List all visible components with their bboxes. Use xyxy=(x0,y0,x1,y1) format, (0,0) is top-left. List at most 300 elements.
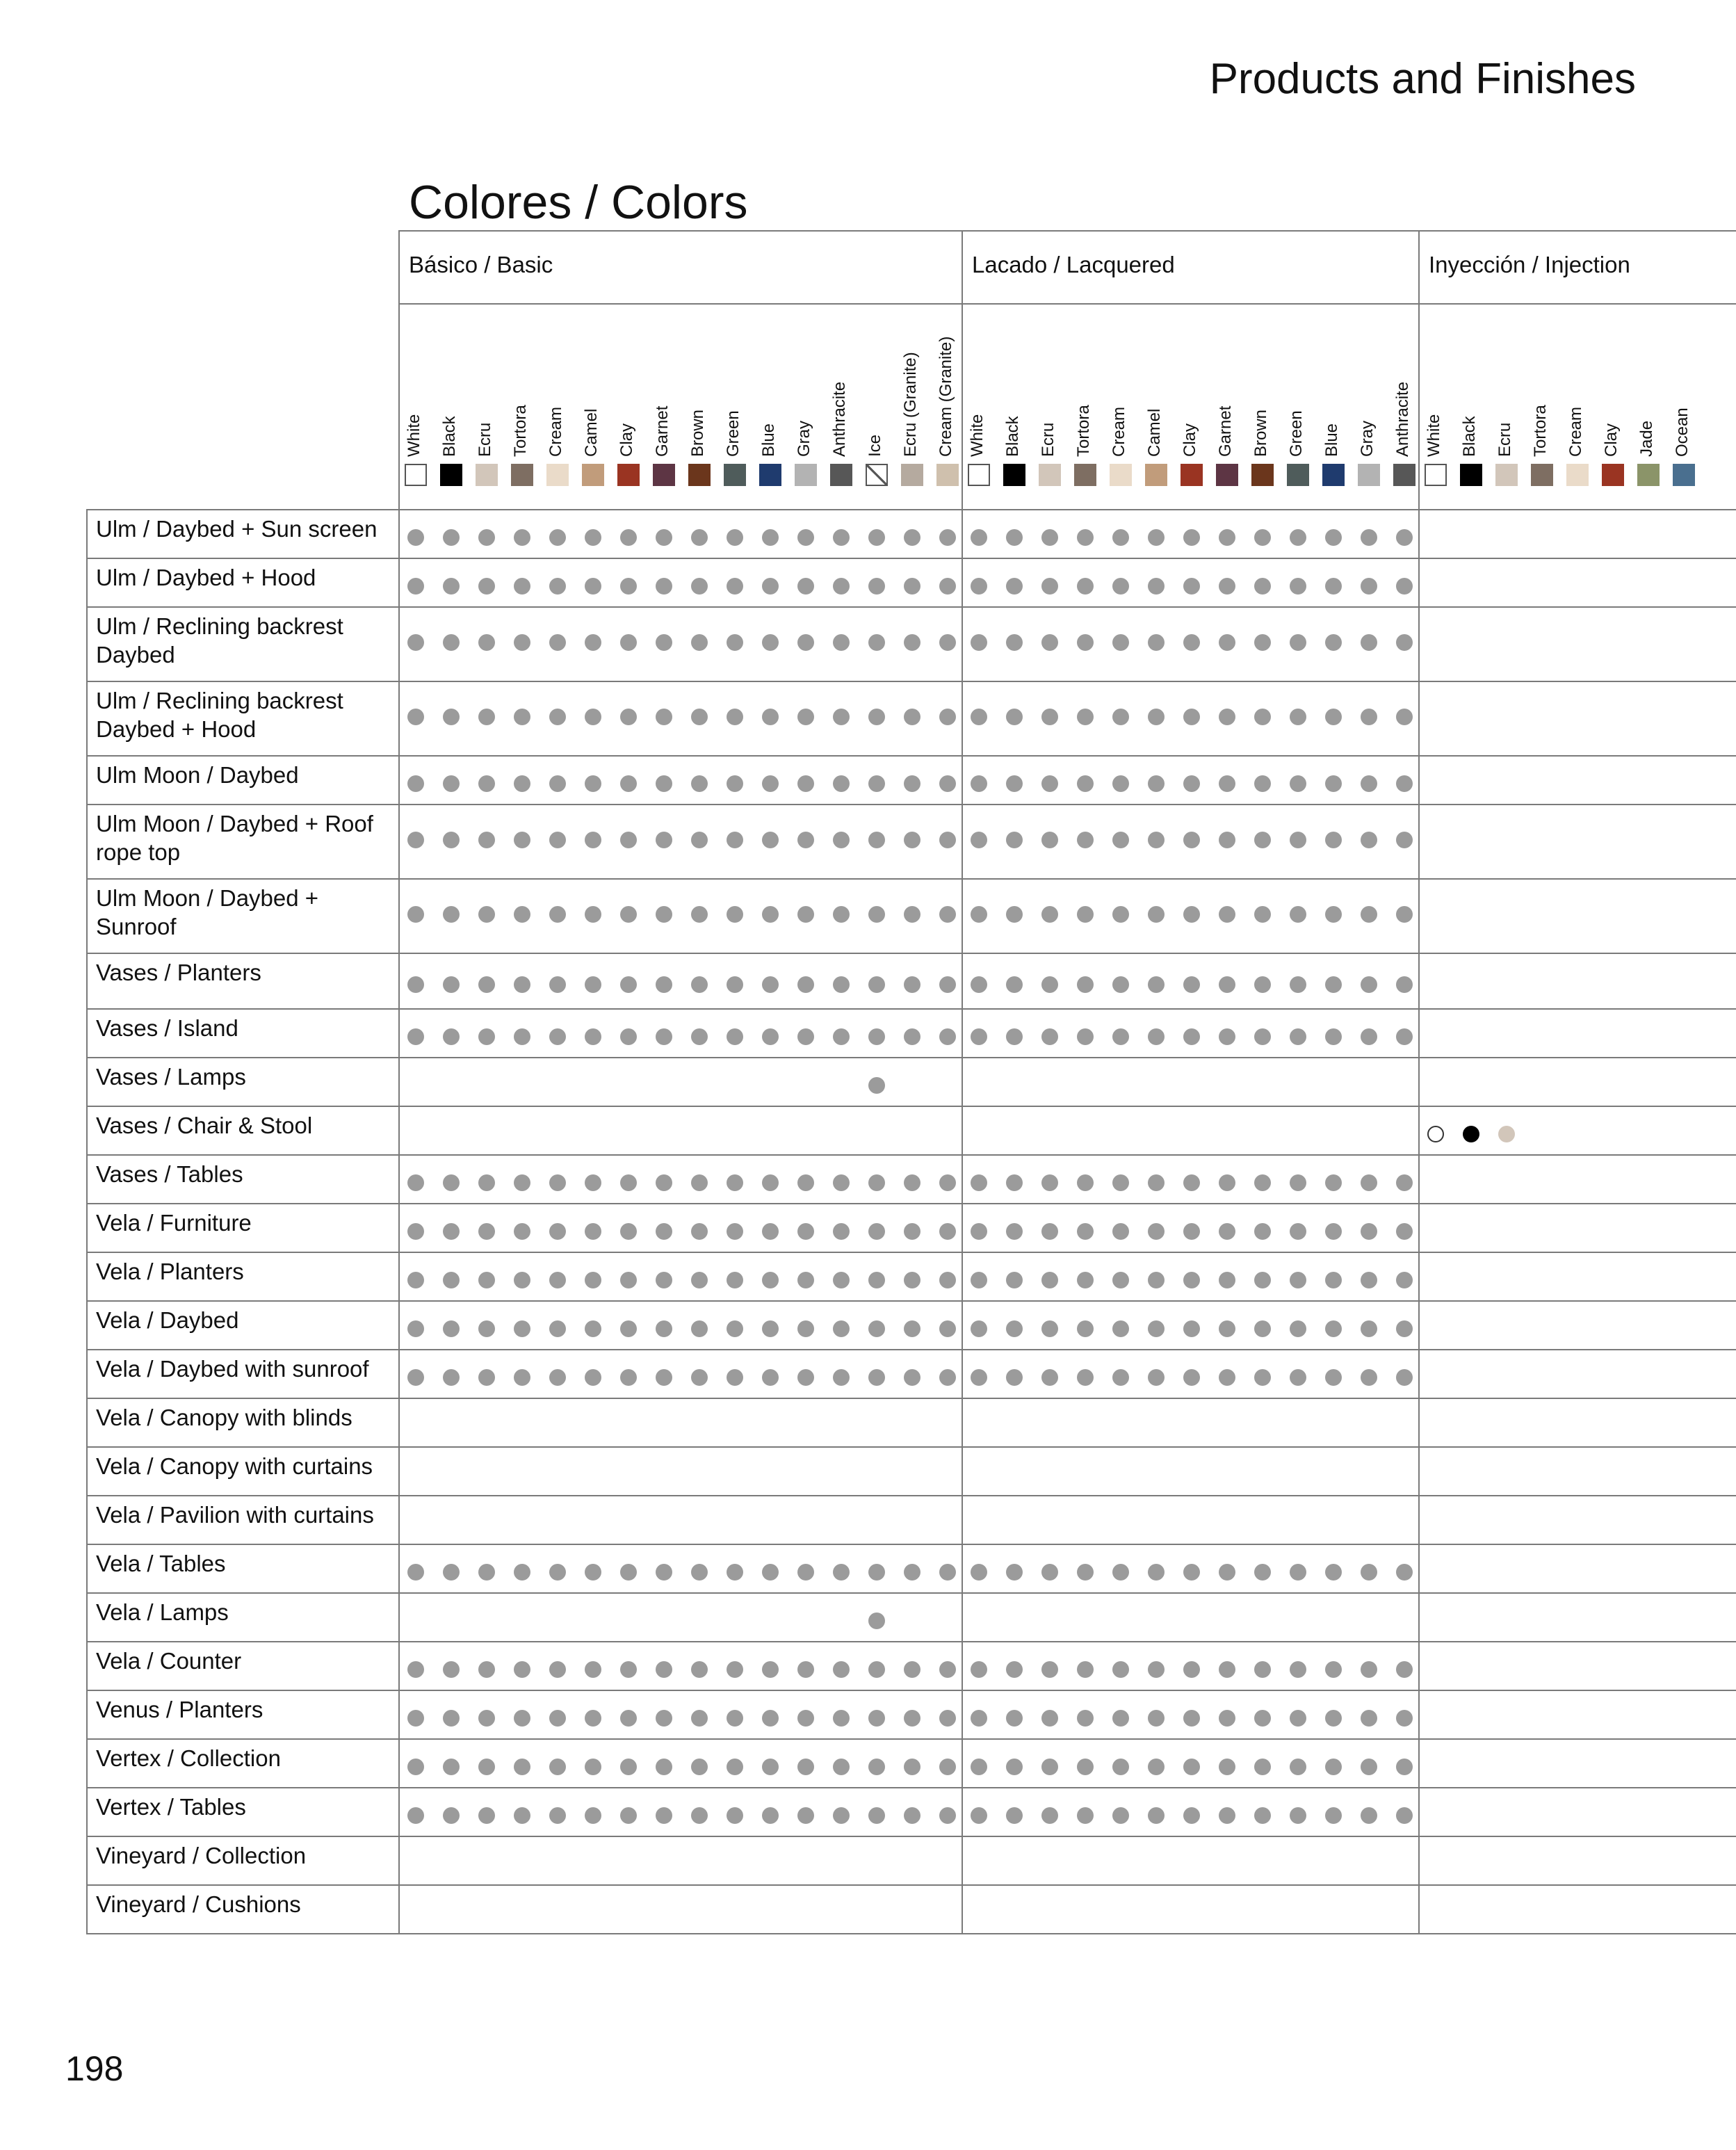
availability-dot xyxy=(971,976,987,993)
availability-dot xyxy=(1361,1028,1377,1045)
availability-dot xyxy=(514,1710,530,1727)
availability-dot xyxy=(904,1807,920,1824)
color-name-label: White xyxy=(968,414,987,457)
availability-dot xyxy=(971,1807,987,1824)
availability-dot xyxy=(1112,1223,1129,1240)
availability-dot xyxy=(1290,1174,1306,1191)
availability-dot xyxy=(620,1028,637,1045)
availability-dot xyxy=(478,1564,495,1581)
availability-dot xyxy=(407,1174,424,1191)
availability-dot xyxy=(1325,1807,1342,1824)
availability-dot xyxy=(1290,709,1306,725)
availability-dot xyxy=(620,1661,637,1678)
row-rule xyxy=(86,1106,1736,1107)
row-rule xyxy=(86,1154,1736,1156)
availability-dot xyxy=(1361,1174,1377,1191)
availability-dot xyxy=(1254,634,1271,651)
availability-dot xyxy=(585,634,601,651)
availability-dot xyxy=(1006,906,1023,923)
availability-dot xyxy=(1219,1564,1235,1581)
availability-dot xyxy=(797,775,814,792)
availability-dot xyxy=(1361,976,1377,993)
availability-dot xyxy=(656,578,672,595)
availability-dot xyxy=(1041,1710,1058,1727)
availability-dot xyxy=(620,1807,637,1824)
availability-dot xyxy=(1041,709,1058,725)
color-name-label: Jade xyxy=(1637,420,1656,457)
availability-dot xyxy=(478,1174,495,1191)
availability-dot xyxy=(1290,775,1306,792)
availability-dot xyxy=(1041,1369,1058,1386)
row-rule xyxy=(86,1690,1736,1691)
availability-dot xyxy=(656,1710,672,1727)
availability-dot xyxy=(1006,1272,1023,1288)
availability-dot xyxy=(1361,1710,1377,1727)
availability-dot xyxy=(585,832,601,848)
availability-dot xyxy=(1254,529,1271,546)
availability-dot xyxy=(1325,1759,1342,1775)
availability-dot xyxy=(656,775,672,792)
color-name-label: Black xyxy=(1003,416,1022,457)
availability-dot xyxy=(1219,1028,1235,1045)
availability-dot xyxy=(1112,578,1129,595)
availability-dot xyxy=(620,1564,637,1581)
color-name-label: Brown xyxy=(688,409,707,457)
availability-dot xyxy=(904,1174,920,1191)
availability-dot xyxy=(1148,529,1165,546)
availability-dot xyxy=(1254,976,1271,993)
availability-dot xyxy=(443,1174,460,1191)
availability-dot xyxy=(1077,976,1094,993)
availability-dot xyxy=(797,1564,814,1581)
availability-dot xyxy=(691,1710,708,1727)
availability-dot xyxy=(1183,775,1200,792)
availability-dot xyxy=(1183,1564,1200,1581)
availability-dot xyxy=(762,1174,779,1191)
availability-dot xyxy=(478,529,495,546)
availability-dot xyxy=(1183,529,1200,546)
availability-dot xyxy=(478,1369,495,1386)
availability-dot xyxy=(1325,1028,1342,1045)
availability-dot xyxy=(904,832,920,848)
availability-dot xyxy=(797,634,814,651)
availability-dot xyxy=(1290,529,1306,546)
availability-dot xyxy=(1290,1028,1306,1045)
color-swatch-ice xyxy=(866,464,888,486)
availability-dot xyxy=(904,906,920,923)
availability-dot xyxy=(971,1661,987,1678)
availability-dot xyxy=(1148,1369,1165,1386)
availability-dot xyxy=(407,1223,424,1240)
availability-dot xyxy=(656,906,672,923)
color-swatch-black xyxy=(440,464,462,486)
availability-dot xyxy=(797,1661,814,1678)
availability-dot xyxy=(1006,1564,1023,1581)
availability-dot xyxy=(797,578,814,595)
availability-dot xyxy=(1219,529,1235,546)
availability-dot xyxy=(939,578,956,595)
product-row-label: Ulm Moon / Daybed xyxy=(96,762,299,788)
availability-dot xyxy=(1498,1126,1515,1142)
availability-dot xyxy=(868,1564,885,1581)
availability-dot xyxy=(1148,1807,1165,1824)
availability-dot xyxy=(727,529,743,546)
availability-dot xyxy=(1183,1661,1200,1678)
availability-dot xyxy=(407,1369,424,1386)
availability-dot xyxy=(1219,709,1235,725)
availability-dot xyxy=(1396,775,1413,792)
availability-dot xyxy=(833,1661,850,1678)
availability-dot xyxy=(549,1369,566,1386)
availability-dot xyxy=(1219,775,1235,792)
availability-dot xyxy=(797,1710,814,1727)
availability-dot xyxy=(1396,1564,1413,1581)
availability-dot xyxy=(1112,1320,1129,1337)
availability-dot xyxy=(1254,1661,1271,1678)
availability-dot xyxy=(1006,1661,1023,1678)
row-rule xyxy=(86,1544,1736,1545)
availability-dot xyxy=(939,1028,956,1045)
availability-dot xyxy=(1112,832,1129,848)
availability-dot xyxy=(1361,906,1377,923)
availability-dot xyxy=(585,529,601,546)
availability-dot xyxy=(1361,1223,1377,1240)
row-rule xyxy=(86,558,1736,559)
availability-dot xyxy=(833,1807,850,1824)
availability-dot xyxy=(833,578,850,595)
availability-dot xyxy=(1396,1174,1413,1191)
row-rule xyxy=(86,804,1736,805)
color-name-label: Black xyxy=(440,416,459,457)
color-swatch-white xyxy=(405,464,427,486)
availability-dot xyxy=(1396,1272,1413,1288)
availability-dot xyxy=(868,709,885,725)
availability-dot xyxy=(833,1320,850,1337)
availability-dot xyxy=(833,832,850,848)
group-divider xyxy=(1418,230,1420,1933)
color-name-label: Gray xyxy=(1358,420,1377,457)
availability-dot xyxy=(514,1028,530,1045)
availability-dot xyxy=(939,634,956,651)
availability-dot xyxy=(443,529,460,546)
availability-dot xyxy=(1183,1028,1200,1045)
availability-dot xyxy=(1183,976,1200,993)
availability-dot xyxy=(549,578,566,595)
color-swatch-ocean xyxy=(1673,464,1695,486)
availability-dot xyxy=(797,1807,814,1824)
availability-dot xyxy=(904,1564,920,1581)
availability-dot xyxy=(727,1759,743,1775)
availability-dot xyxy=(833,775,850,792)
availability-dot xyxy=(1219,906,1235,923)
availability-dot xyxy=(904,1223,920,1240)
availability-dot xyxy=(585,1272,601,1288)
availability-dot xyxy=(478,832,495,848)
availability-dot xyxy=(1325,1661,1342,1678)
availability-dot xyxy=(691,1759,708,1775)
availability-dot xyxy=(1290,1223,1306,1240)
availability-dot xyxy=(1077,1807,1094,1824)
availability-dot xyxy=(1112,775,1129,792)
color-name-label: Cream xyxy=(1110,406,1128,457)
availability-dot xyxy=(1077,1759,1094,1775)
table-left-edge xyxy=(86,509,88,1933)
availability-dot xyxy=(904,1661,920,1678)
availability-dot xyxy=(585,1710,601,1727)
availability-dot xyxy=(656,832,672,848)
availability-dot xyxy=(1396,1223,1413,1240)
availability-dot xyxy=(1219,1320,1235,1337)
availability-dot xyxy=(1325,1564,1342,1581)
availability-dot xyxy=(727,1028,743,1045)
availability-dot xyxy=(797,976,814,993)
availability-dot xyxy=(797,709,814,725)
color-name-label: White xyxy=(405,414,423,457)
row-rule xyxy=(86,755,1736,757)
availability-dot xyxy=(1112,1564,1129,1581)
product-row-label: Vela / Daybed with sunroof xyxy=(96,1356,369,1382)
availability-dot xyxy=(797,832,814,848)
availability-dot xyxy=(833,1272,850,1288)
product-row-label: Vela / Lamps xyxy=(96,1599,229,1625)
availability-dot xyxy=(691,529,708,546)
availability-dot xyxy=(1290,832,1306,848)
availability-dot xyxy=(1361,1807,1377,1824)
availability-dot xyxy=(1219,1272,1235,1288)
availability-dot xyxy=(478,976,495,993)
availability-dot xyxy=(762,578,779,595)
availability-dot xyxy=(1183,832,1200,848)
availability-dot xyxy=(407,1661,424,1678)
color-name-label: Ecru (Granite) xyxy=(901,352,920,457)
availability-dot xyxy=(762,832,779,848)
availability-dot xyxy=(1041,1320,1058,1337)
availability-dot xyxy=(1325,1710,1342,1727)
color-swatch-black xyxy=(1460,464,1482,486)
availability-dot xyxy=(1254,1272,1271,1288)
availability-dot xyxy=(1006,775,1023,792)
availability-dot xyxy=(478,1661,495,1678)
availability-dot xyxy=(1006,709,1023,725)
availability-dot xyxy=(514,634,530,651)
availability-dot xyxy=(797,1320,814,1337)
color-name-label: Ecru xyxy=(1039,422,1057,457)
availability-dot xyxy=(478,1272,495,1288)
availability-dot xyxy=(904,1320,920,1337)
availability-dot xyxy=(1041,775,1058,792)
availability-dot xyxy=(833,906,850,923)
availability-dot xyxy=(1290,634,1306,651)
availability-dot xyxy=(1112,1174,1129,1191)
color-swatch-white xyxy=(968,464,990,486)
availability-dot xyxy=(1396,1320,1413,1337)
availability-dot xyxy=(1325,578,1342,595)
availability-dot xyxy=(939,1710,956,1727)
availability-dot xyxy=(1219,1369,1235,1386)
color-swatch-tortora xyxy=(1074,464,1096,486)
availability-dot xyxy=(1325,1174,1342,1191)
availability-dot xyxy=(1396,1028,1413,1045)
color-name-label: Green xyxy=(724,410,743,457)
availability-dot xyxy=(443,1564,460,1581)
availability-dot xyxy=(762,906,779,923)
availability-dot xyxy=(727,976,743,993)
availability-dot xyxy=(514,1564,530,1581)
availability-dot xyxy=(971,906,987,923)
row-rule xyxy=(86,681,1736,682)
availability-dot xyxy=(1041,1564,1058,1581)
availability-dot xyxy=(443,976,460,993)
availability-dot xyxy=(1325,1272,1342,1288)
color-name-label: Blue xyxy=(759,423,778,457)
availability-dot xyxy=(656,1272,672,1288)
availability-dot xyxy=(514,709,530,725)
availability-dot xyxy=(971,832,987,848)
color-swatch-green xyxy=(1287,464,1309,486)
availability-dot xyxy=(1463,1126,1479,1142)
availability-dot xyxy=(1290,1710,1306,1727)
availability-dot xyxy=(1254,1369,1271,1386)
availability-dot xyxy=(1006,1174,1023,1191)
availability-dot xyxy=(868,1223,885,1240)
availability-dot xyxy=(656,1759,672,1775)
availability-dot xyxy=(1148,1710,1165,1727)
availability-dot xyxy=(1325,976,1342,993)
availability-dot xyxy=(1254,1564,1271,1581)
availability-dot xyxy=(691,976,708,993)
availability-dot xyxy=(585,1320,601,1337)
color-swatch-ecru xyxy=(476,464,498,486)
availability-dot xyxy=(868,529,885,546)
availability-dot xyxy=(549,1564,566,1581)
availability-dot xyxy=(797,1272,814,1288)
availability-dot xyxy=(1427,1126,1444,1142)
availability-dot xyxy=(904,1369,920,1386)
availability-dot xyxy=(585,709,601,725)
row-rule xyxy=(86,1203,1736,1204)
availability-dot xyxy=(1077,529,1094,546)
availability-dot xyxy=(1396,578,1413,595)
availability-dot xyxy=(939,1369,956,1386)
availability-dot xyxy=(833,1028,850,1045)
availability-dot xyxy=(1148,1174,1165,1191)
availability-dot xyxy=(514,1661,530,1678)
availability-dot xyxy=(904,709,920,725)
availability-dot xyxy=(549,634,566,651)
availability-dot xyxy=(939,976,956,993)
availability-dot xyxy=(762,1759,779,1775)
color-name-label: Cream xyxy=(546,406,565,457)
availability-dot xyxy=(620,832,637,848)
availability-dot xyxy=(1219,578,1235,595)
availability-dot xyxy=(1254,1028,1271,1045)
availability-dot xyxy=(407,1564,424,1581)
availability-dot xyxy=(1112,709,1129,725)
availability-dot xyxy=(407,634,424,651)
availability-dot xyxy=(585,1807,601,1824)
availability-dot xyxy=(1077,1028,1094,1045)
color-name-label: Ice xyxy=(866,434,884,457)
availability-dot xyxy=(1077,634,1094,651)
availability-dot xyxy=(549,1710,566,1727)
availability-dot xyxy=(407,1759,424,1775)
availability-dot xyxy=(1006,1223,1023,1240)
availability-dot xyxy=(1077,832,1094,848)
color-swatch-white xyxy=(1425,464,1447,486)
availability-dot xyxy=(1361,578,1377,595)
availability-dot xyxy=(1148,906,1165,923)
availability-dot xyxy=(868,775,885,792)
availability-dot xyxy=(1077,709,1094,725)
availability-dot xyxy=(1396,1369,1413,1386)
availability-dot xyxy=(762,775,779,792)
availability-dot xyxy=(1361,1369,1377,1386)
availability-dot xyxy=(1006,1807,1023,1824)
availability-dot xyxy=(691,906,708,923)
color-name-label: Tortora xyxy=(511,405,530,457)
availability-dot xyxy=(1254,1223,1271,1240)
availability-dot xyxy=(549,709,566,725)
availability-dot xyxy=(1183,1369,1200,1386)
availability-dot xyxy=(939,906,956,923)
availability-dot xyxy=(549,529,566,546)
color-name-label: Tortora xyxy=(1531,405,1550,457)
availability-dot xyxy=(1183,1807,1200,1824)
availability-dot xyxy=(1077,578,1094,595)
availability-dot xyxy=(971,1369,987,1386)
availability-dot xyxy=(1148,775,1165,792)
availability-dot xyxy=(1077,1369,1094,1386)
availability-dot xyxy=(1361,1564,1377,1581)
availability-dot xyxy=(1219,1661,1235,1678)
availability-dot xyxy=(762,1223,779,1240)
availability-dot xyxy=(1183,709,1200,725)
availability-dot xyxy=(691,775,708,792)
availability-dot xyxy=(1077,1272,1094,1288)
availability-dot xyxy=(1396,1661,1413,1678)
availability-dot xyxy=(727,906,743,923)
availability-dot xyxy=(1361,1272,1377,1288)
availability-dot xyxy=(585,976,601,993)
product-row-label: Vases / Lamps xyxy=(96,1064,246,1090)
availability-dot xyxy=(478,634,495,651)
availability-dot xyxy=(407,906,424,923)
availability-dot xyxy=(1361,709,1377,725)
page-header-title: Products and Finishes xyxy=(1209,55,1636,103)
availability-dot xyxy=(727,1174,743,1191)
availability-dot xyxy=(1041,1272,1058,1288)
availability-dot xyxy=(1219,1807,1235,1824)
availability-dot xyxy=(691,832,708,848)
color-swatch-clay xyxy=(617,464,640,486)
availability-dot xyxy=(1361,1759,1377,1775)
availability-dot xyxy=(620,906,637,923)
availability-dot xyxy=(762,634,779,651)
availability-dot xyxy=(1396,976,1413,993)
availability-dot xyxy=(1077,1320,1094,1337)
availability-dot xyxy=(1183,1710,1200,1727)
product-row-label: Vases / Island xyxy=(96,1015,238,1041)
availability-dot xyxy=(1006,578,1023,595)
group-label-basic: Básico / Basic xyxy=(409,252,553,277)
product-row-label: Venus / Planters xyxy=(96,1697,263,1722)
color-name-label: Black xyxy=(1460,416,1479,457)
availability-dot xyxy=(691,1369,708,1386)
row-rule xyxy=(86,1738,1736,1740)
color-name-label: Brown xyxy=(1251,409,1270,457)
availability-dot xyxy=(443,1223,460,1240)
body-top-rule xyxy=(86,509,1736,510)
